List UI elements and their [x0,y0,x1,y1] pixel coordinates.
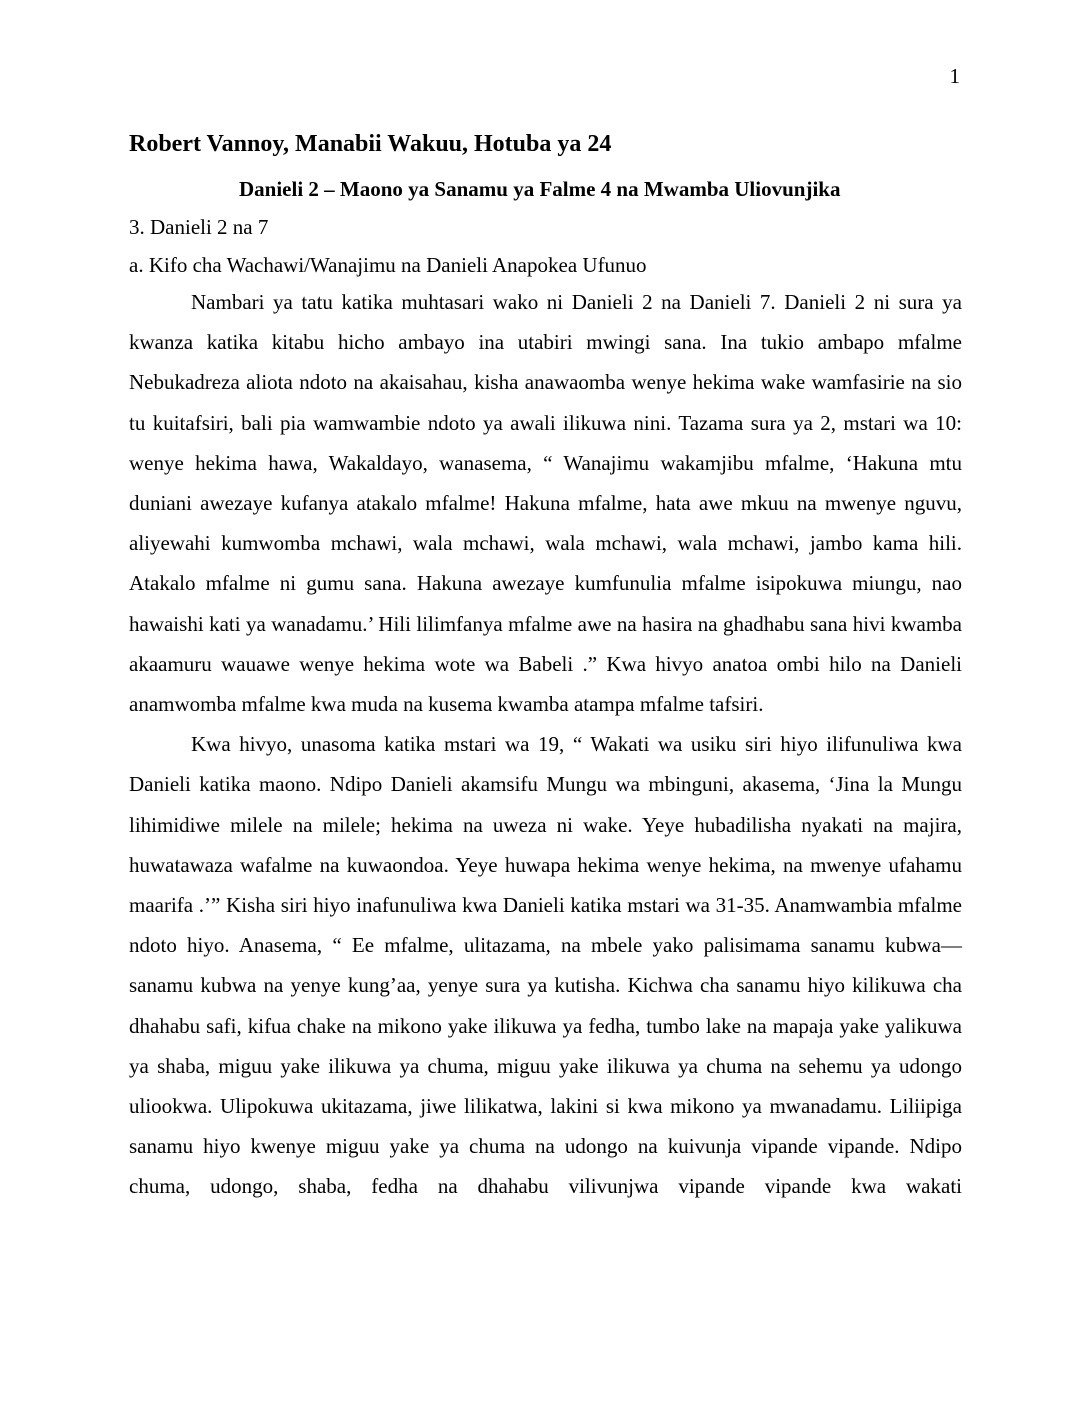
document-title: Robert Vannoy, Manabii Wakuu, Hotuba ya 24 [129,131,612,157]
section-heading: 3. Danieli 2 na 7 [129,215,269,239]
subsection-heading: a. Kifo cha Wachawi/Wanajimu na Danieli Anapokea Ufunuo [129,253,647,277]
page-number: 1 [949,64,960,88]
document-subtitle: Danieli 2 – Maono ya Sanamu ya Falme 4 na Mwamba Uliovunjika [239,177,841,201]
body-paragraph-1: Nambari ya tatu katika muhtasari wako ni Danieli 2 na Danieli 7. Danieli 2 ni sura ya kwanza katika kitabu hicho ambayo ina utabiri mwingi sana. Ina tukio ambapo mfalme Nebukadreza aliota ndoto na akaisahau, kisha anawaomba wenye hekima wake wamfasirie na sio tu kuitafsiri, bali pia wamwambie ndoto ya awali ilikuwa nini. Tazama sura ya 2, mstari wa 10: wenye hekima hawa, Wakaldayo, wanasema, “ Wanajimu wakamjibu mfalme, ‘Hakuna mtu duniani awezaye kufanya atakalo mfalme! Hakuna mfalme, hata awe mkuu na mwenye nguvu, aliyewahi kumwomba mchawi, wala mchawi, wala mchawi, wala mchawi, jambo kama hili. Atakalo mfalme ni gumu sana. Hakuna awezaye kumfunulia mfalme isipokuwa miungu, nao hawaishi kati ya wanadamu.’ Hili lilimfanya mfalme awe na hasira na ghadhabu sana hivi kwamba akaamuru wauawe wenye hekima wote wa Babeli .” Kwa hivyo anatoa ombi hilo na Danieli anamwomba mfalme kwa muda na kusema kwamba atampa mfalme tafsiri. [129,290,962,717]
document-content [129,128,962,1207]
body-paragraph-2: Kwa hivyo, unasoma katika mstari wa 19, “ Wakati wa usiku siri hiyo ilifunuliwa kwa Danieli katika maono. Ndipo Danieli akamsifu Mungu wa mbinguni, akasema, ‘Jina la Mungu lihimidiwe milele na milele; hekima na uweza ni wake. Yeye hubadilisha nyakati na majira, huwatawaza wafalme na kuwaondoa. Yeye huwapa hekima wenye hekima, na mwenye ufahamu maarifa .’” Kisha siri hiyo inafunuliwa kwa Danieli katika mstari wa 31-35. Anamwambia mfalme ndoto hiyo. Anasema, “ Ee mfalme, ulitazama, na mbele yako palisimama sanamu kubwa—sanamu kubwa na yenye kung’aa, yenye sura ya kutisha. Kichwa cha sanamu hiyo kilikuwa cha dhahabu safi, kifua chake na mikono yake ilikuwa ya fedha, tumbo lake na mapaja yake yalikuwa ya shaba, miguu yake ilikuwa ya chuma, miguu yake ilikuwa ya chuma na sehemu ya udongo uliookwa. Ulipokuwa ukitazama, jiwe lilikatwa, lakini si kwa mikono ya mwanadamu. Liliipiga sanamu hiyo kwenye miguu yake ya chuma na udongo na kuivunja vipande vipande. Ndipo chuma, udongo, shaba, fedha na dhahabu vilivunjwa vipande vipande kwa wakati [129,732,962,1199]
